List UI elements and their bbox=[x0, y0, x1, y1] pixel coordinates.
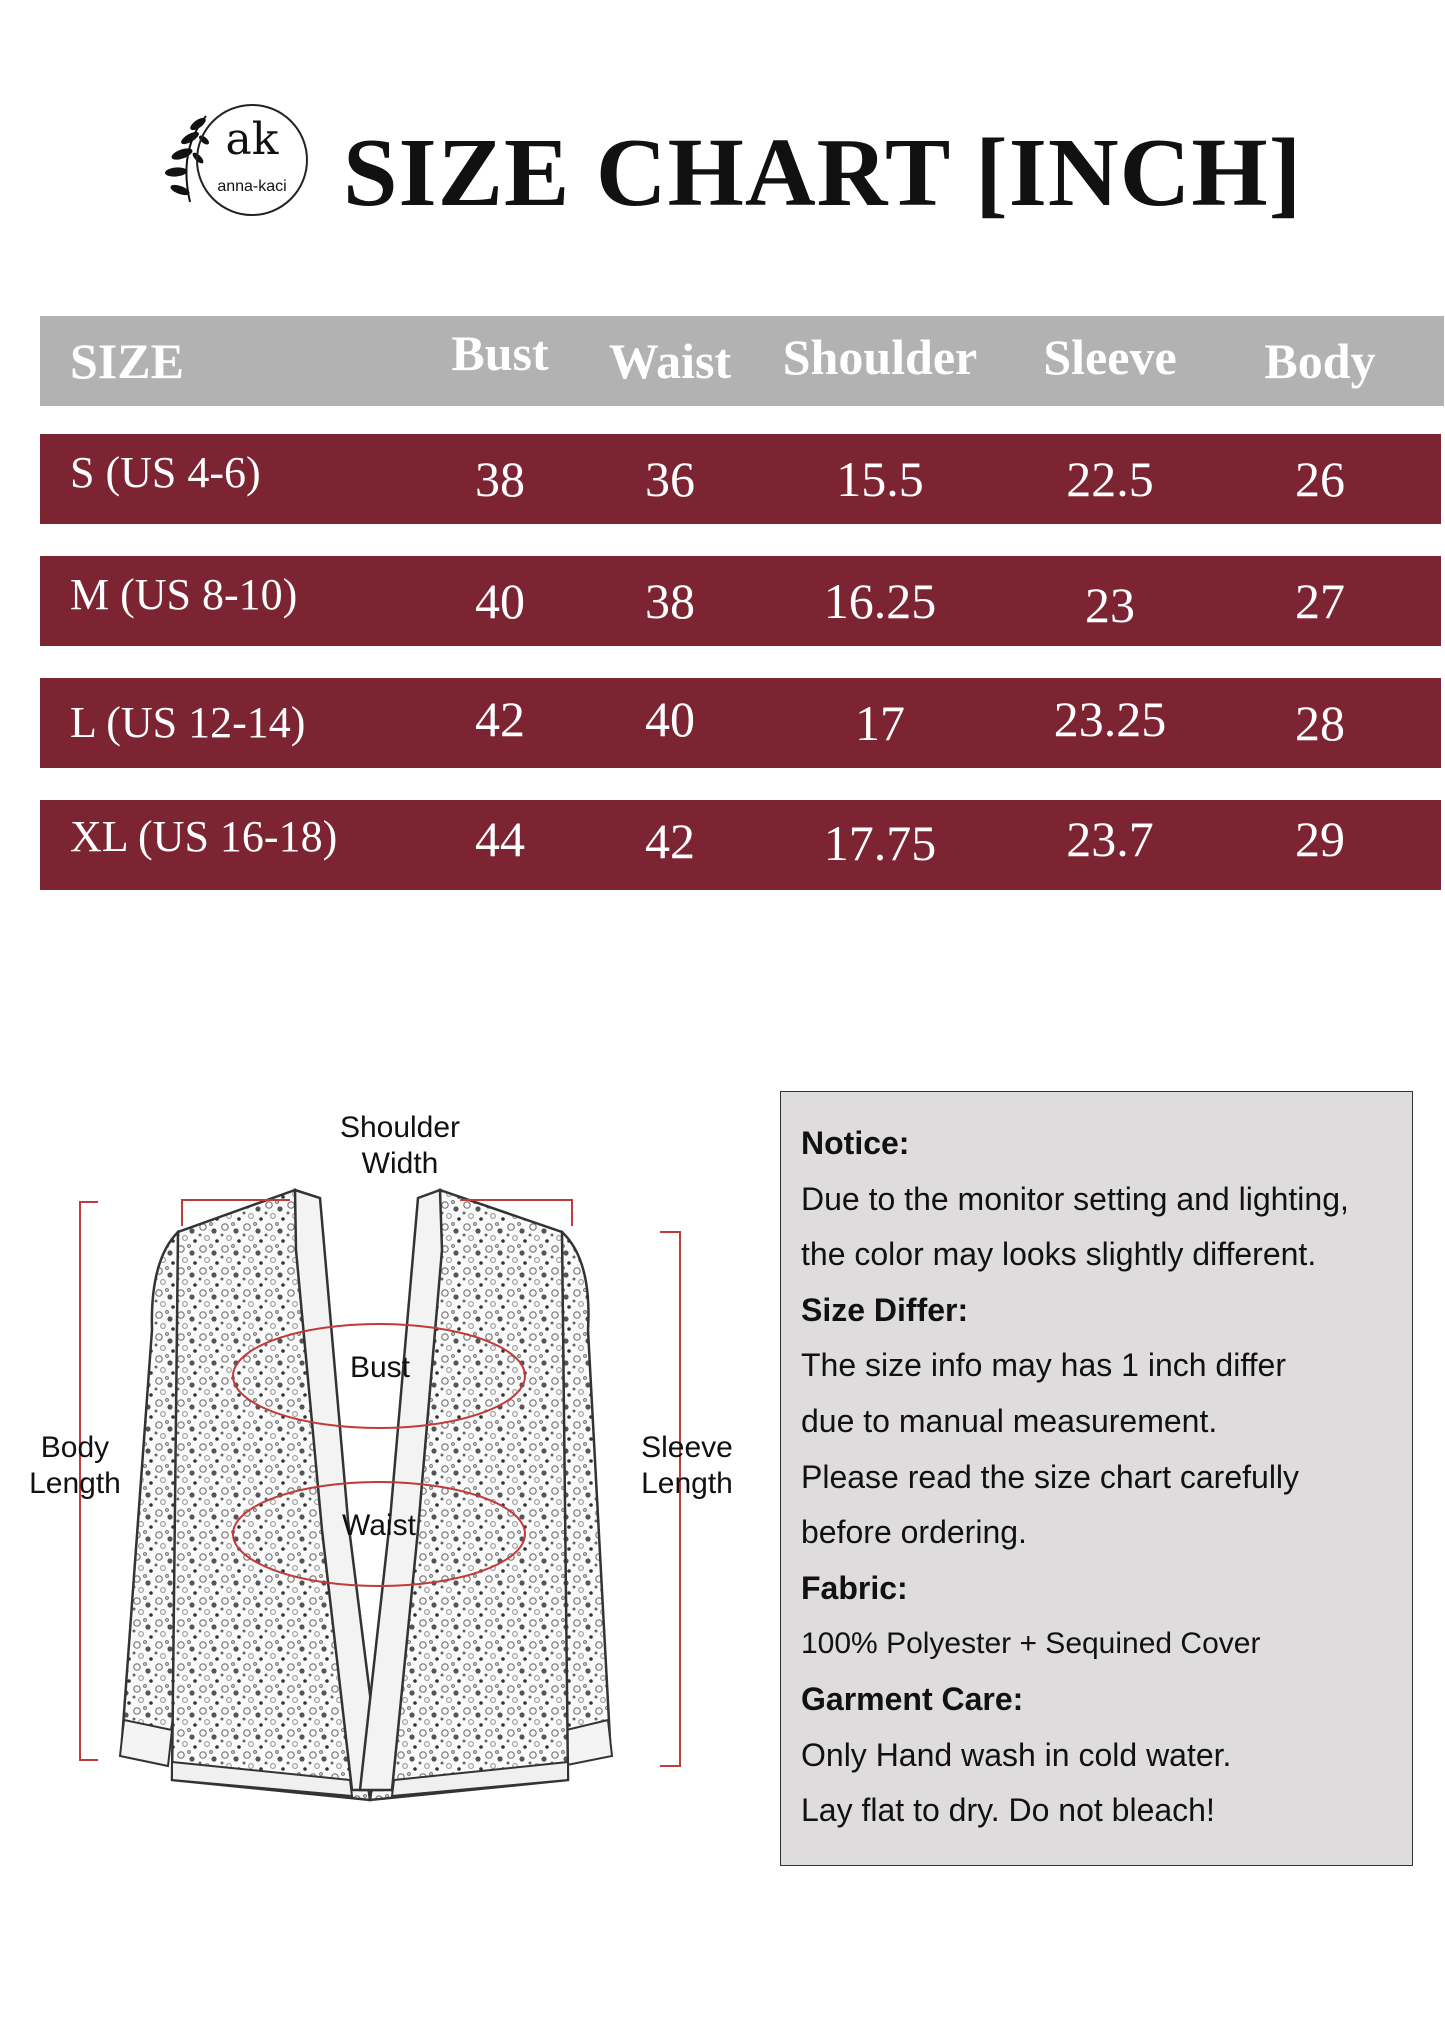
size-cell: M (US 8-10) bbox=[70, 570, 298, 619]
sleeve-cell: 23 bbox=[1085, 577, 1135, 633]
garment-care-heading: Garment Care: bbox=[801, 1680, 1024, 1717]
logo-mark: ak bbox=[225, 114, 279, 165]
sleeve-length-label bbox=[622, 1430, 752, 1502]
measurement-diagram bbox=[0, 1090, 780, 1810]
column-header-sleeve: Sleeve bbox=[1043, 329, 1177, 385]
size-cell: L (US 12-14) bbox=[70, 698, 306, 747]
column-header-body: Body bbox=[1264, 333, 1376, 389]
bust-cell: 38 bbox=[475, 451, 525, 507]
fabric-heading: Fabric: bbox=[801, 1569, 908, 1606]
size-cell: S (US 4-6) bbox=[70, 448, 261, 497]
garment-care-text: Only Hand wash in cold water. bbox=[801, 1736, 1232, 1773]
table-row bbox=[40, 800, 1441, 890]
waist-cell: 38 bbox=[645, 573, 695, 629]
size-differ-text: The size info may has 1 inch differ bbox=[801, 1347, 1286, 1384]
bust-cell: 44 bbox=[475, 811, 525, 867]
size-differ-text: due to manual measurement. bbox=[801, 1402, 1218, 1439]
logo-text: anna-kaci bbox=[217, 178, 287, 195]
table-row bbox=[40, 678, 1441, 768]
shoulder-cell: 17.75 bbox=[823, 815, 937, 871]
column-header-shoulder: Shoulder bbox=[782, 329, 978, 385]
table-row bbox=[40, 556, 1441, 646]
body-cell: 26 bbox=[1295, 451, 1345, 507]
shoulder-width-label bbox=[320, 1110, 480, 1182]
column-header-size: SIZE bbox=[70, 333, 184, 389]
brand-logo bbox=[160, 100, 320, 240]
size-differ-text: Please read the size chart carefully bbox=[801, 1458, 1300, 1495]
size-cell: XL (US 16-18) bbox=[70, 812, 338, 861]
bust-cell: 42 bbox=[475, 691, 525, 747]
shoulder-cell: 15.5 bbox=[836, 451, 924, 507]
notice-heading: Notice: bbox=[801, 1125, 910, 1161]
column-header-bust: Bust bbox=[451, 325, 549, 381]
body-label-line-2: Length bbox=[29, 1467, 121, 1500]
shoulder-label-line-2: Width bbox=[361, 1147, 439, 1180]
table-row bbox=[40, 434, 1441, 524]
size-differ-text: before ordering. bbox=[801, 1514, 1027, 1551]
page-title: SIZE CHART [INCH] bbox=[343, 119, 1303, 227]
notice-text: Due to the monitor setting and lighting, bbox=[801, 1180, 1349, 1217]
body-label-line-1: Body bbox=[40, 1431, 110, 1464]
bust-label: Bust bbox=[349, 1351, 411, 1384]
sleeve-cell: 22.5 bbox=[1066, 451, 1154, 507]
garment-care-text: Lay flat to dry. Do not bleach! bbox=[801, 1792, 1215, 1829]
sleeve-label-line-1: Sleeve bbox=[641, 1431, 733, 1464]
waist-cell: 40 bbox=[645, 691, 695, 747]
column-header-waist: Waist bbox=[608, 333, 732, 389]
shoulder-label-line-1: Shoulder bbox=[339, 1111, 461, 1144]
notice-box bbox=[780, 1091, 1413, 1866]
shoulder-cell: 17 bbox=[855, 695, 905, 751]
notice-text: the color may looks slightly different. bbox=[801, 1236, 1317, 1273]
body-cell: 27 bbox=[1295, 573, 1345, 629]
waist-label: Waist bbox=[342, 1509, 416, 1542]
body-cell: 29 bbox=[1295, 811, 1345, 867]
sleeve-label-line-2: Length bbox=[641, 1467, 733, 1500]
shoulder-cell: 16.25 bbox=[823, 573, 937, 629]
body-cell: 28 bbox=[1295, 695, 1345, 751]
fabric-text: 100% Polyester + Sequined Cover bbox=[801, 1627, 1261, 1661]
sleeve-cell: 23.7 bbox=[1066, 811, 1154, 867]
sleeve-cell: 23.25 bbox=[1053, 691, 1167, 747]
waist-cell: 36 bbox=[645, 451, 695, 507]
size-differ-heading: Size Differ: bbox=[801, 1291, 969, 1328]
bust-cell: 40 bbox=[475, 573, 525, 629]
body-length-label bbox=[10, 1430, 140, 1502]
table-header-row bbox=[40, 316, 1444, 406]
waist-cell: 42 bbox=[645, 813, 695, 869]
